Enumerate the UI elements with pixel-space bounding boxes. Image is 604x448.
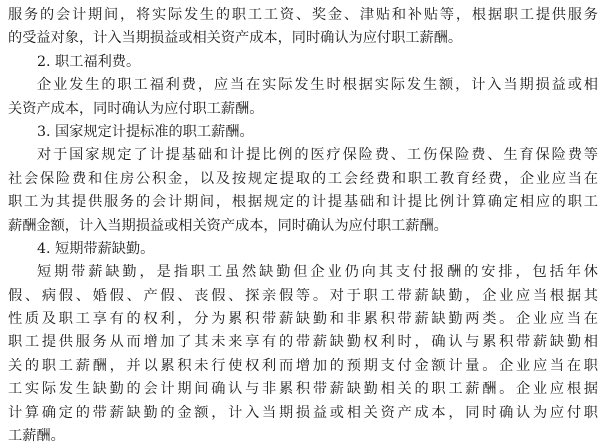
text-line: 工薪酬。 (8, 428, 65, 445)
text-line: 对于国家规定了计提基础和计提比例的医疗保险费、工伤保险费、生育保险费等 (37, 147, 598, 164)
text-line: 工实际发生缺勤的会计期间确认与非累积带薪缺勤相关的职工薪酬。企业应根据 (8, 381, 598, 398)
text-line: 职工为其提供服务的会计期间，根据规定的计提基础和计提比例计算确定相应的职工 (8, 194, 598, 211)
heading-text: 4. 短期带薪缺勤。 (37, 240, 155, 257)
text-line: 关资产成本，同时确认为应付职工薪酬。 (8, 100, 264, 117)
text-line: 服务的会计期间，将实际发生的职工工资、奖金、津贴和补贴等，根据职工提供服务 (8, 7, 598, 23)
text-line: 企业发生的职工福利费，应当在实际发生时根据实际发生额，计入当期损益或相 (37, 77, 598, 94)
paragraph-employee-welfare (8, 74, 598, 121)
heading-text: 2. 职工福利费。 (37, 53, 141, 70)
section-heading-employee-welfare (8, 51, 598, 74)
text-line: 职工提供服务从而增加了其未来享有的带薪缺勤权利时，确认与累积带薪缺勤相 (8, 334, 598, 351)
section-heading-statutory-compensation (8, 121, 598, 144)
text-line: 社会保险费和住房公积金，以及按规定提取的工会经费和职工教育经费，企业应当在 (8, 170, 598, 187)
paragraph-statutory-compensation (8, 144, 598, 238)
heading-text: 3. 国家规定计提标准的职工薪酬。 (37, 123, 254, 140)
paragraph-paid-absence (8, 261, 598, 448)
text-line: 薪酬金额，计入当期损益或相关资产成本，同时确认为应付职工薪酬。 (8, 217, 448, 234)
text-line: 关的职工薪酬，并以累积未行使权利而增加的预期支付金额计量。企业应当在职 (8, 357, 598, 374)
section-heading-paid-absence (8, 238, 598, 261)
text-line: 短期带薪缺勤，是指职工虽然缺勤但企业仍向其支付报酬的安排，包括年休 (37, 264, 598, 281)
text-line: 假、病假、婚假、产假、丧假、探亲假等。对于职工带薪缺勤，企业应当根据其 (8, 287, 598, 304)
paragraph-continuation (8, 4, 598, 51)
text-line: 计算确定的带薪缺勤的金额，计入当期损益或相关资产成本，同时确认为应付职 (8, 404, 598, 421)
text-line: 性质及职工享有的权利，分为累积带薪缺勤和非累积带薪缺勤两类。企业应当在 (8, 311, 598, 328)
text-line: 的受益对象，计入当期损益或相关资产成本，同时确认为应付职工薪酬。 (8, 30, 463, 47)
